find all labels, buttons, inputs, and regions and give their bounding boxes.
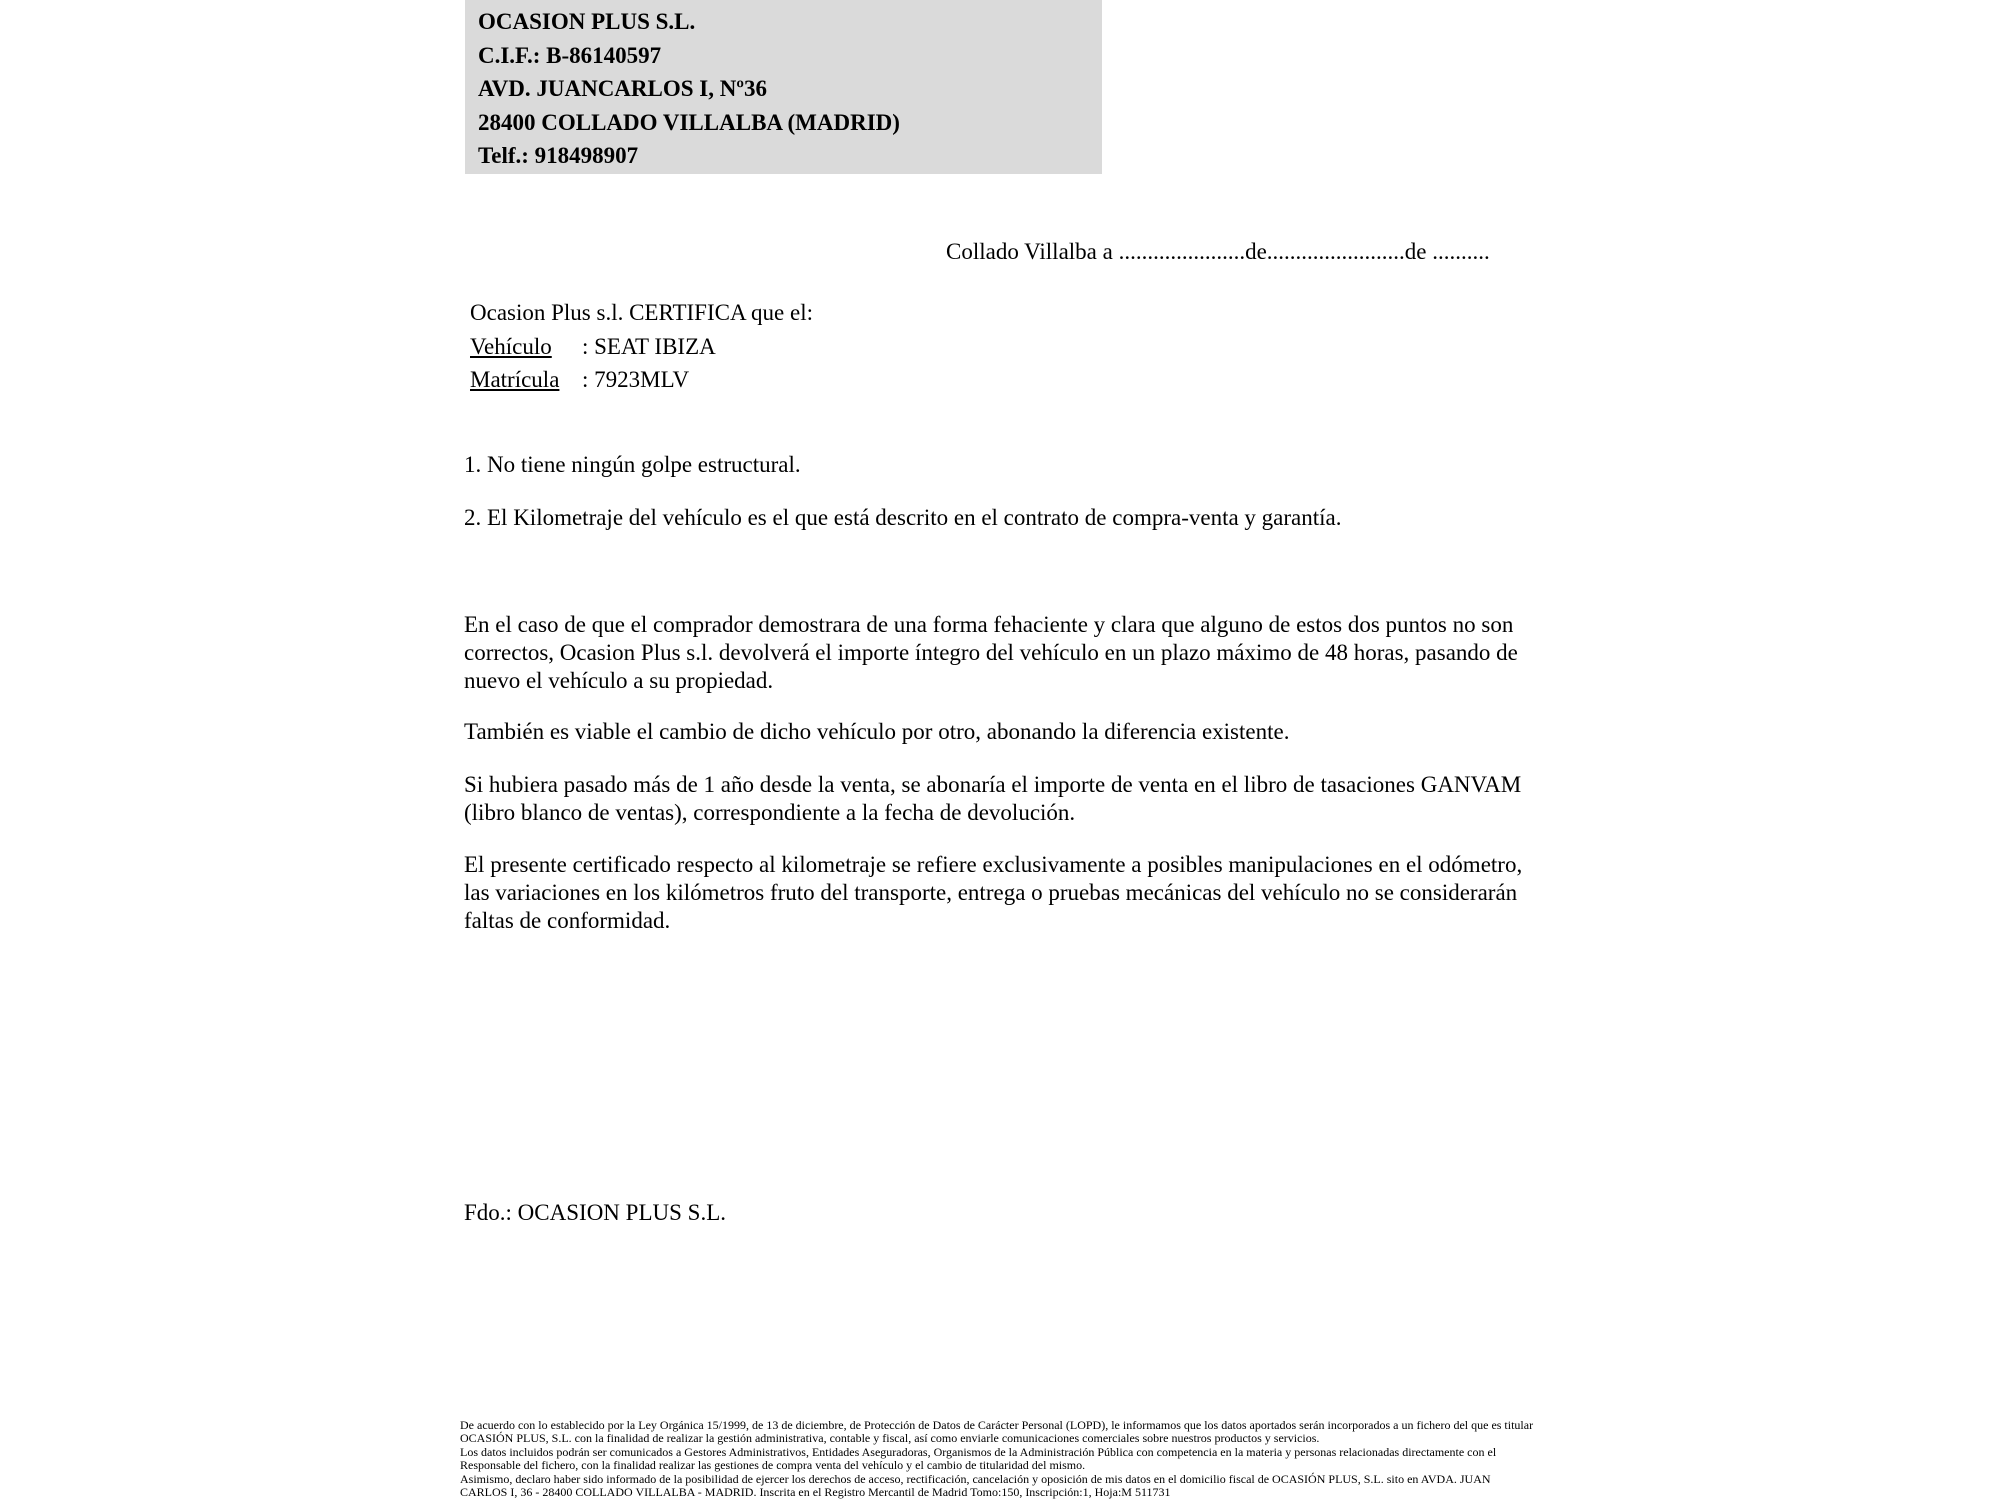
- footer-line: Responsable del fichero, con la finalidad realizar las gestiones de compra venta del vehículo y el cambio de titularidad del mismo.: [460, 1458, 1086, 1473]
- paragraph-odometer: El presente certificado respecto al kilometraje se refiere exclusivamente a posibles manipulaciones en el odómetro, las variaciones en los kilómetros fruto del transporte, entrega o pruebas mecánicas del vehículo no se considerarán faltas de conformidad.: [464, 852, 1523, 933]
- point-2: 2. El Kilometraje del vehículo es el que está descrito en el contrato de compra-venta y garantía.: [464, 505, 1342, 530]
- certification-intro: Ocasion Plus s.l. CERTIFICA que el:: [470, 300, 813, 325]
- company-name: OCASION PLUS S.L.: [478, 9, 696, 34]
- signature-line: Fdo.: OCASION PLUS S.L.: [464, 1200, 726, 1225]
- plate-label: Matrícula: [470, 367, 560, 392]
- paragraph-refund: En el caso de que el comprador demostrara de una forma fehaciente y clara que alguno de estos dos puntos no son correctos, Ocasion Plus s.l. devolverá el importe íntegro del vehículo en un plazo máximo de 48 horas, pasando de nuevo el vehículo a su propiedad.: [464, 612, 1518, 693]
- point-1: 1. No tiene ningún golpe estructural.: [464, 452, 801, 477]
- paragraph-ganvam: Si hubiera pasado más de 1 año desde la venta, se abonaría el importe de venta en el libro de tasaciones GANVAM (libro blanco de ventas), correspondiente a la fecha de devolución.: [464, 772, 1522, 825]
- date-line: Collado Villalba a ......................de........................de ..........: [946, 239, 1490, 264]
- company-cif: C.I.F.: B-86140597: [478, 42, 662, 68]
- plate-value: : 7923MLV: [582, 367, 690, 392]
- company-phone: Telf.: 918498907: [478, 143, 639, 168]
- company-address: AVD. JUANCARLOS I, Nº36: [478, 76, 767, 101]
- footer-line: De acuerdo con lo establecido por la Ley Orgánica 15/1999, de 13 de diciembre, de Protección de Datos de Carácter Personal (LOPD), le informamos que los datos aportados serán incorporados a un fichero del que es titular: [460, 1418, 1534, 1432]
- paragraph-exchange: También es viable el cambio de dicho vehículo por otro, abonando la diferencia existente.: [464, 719, 1290, 744]
- footer-line: Los datos incluidos podrán ser comunicados a Gestores Administrativos, Entidades Aseguradoras, Organismos de la Administración Pública con competencia en la materia y personas relacionadas directamente con el: [460, 1444, 1497, 1459]
- certification-block: [470, 296, 813, 397]
- company-city: 28400 COLLADO VILLALBA (MADRID): [478, 109, 900, 135]
- plate-row: [470, 363, 813, 397]
- company-header: [465, 0, 1102, 174]
- footer-line: CARLOS I, 36 - 28400 COLLADO VILLALBA - MADRID. Inscrita en el Registro Mercantil de Madrid Tomo:150, Inscripción:1, Hoja:M 511731: [460, 1485, 1171, 1500]
- vehicle-label: Vehículo: [470, 333, 552, 359]
- footer-line: OCASIÓN PLUS, S.L. con la finalidad de realizar la gestión administrativa, contable y fiscal, así como enviarle comunicaciones comerciales sobre nuestros productos y servicios.: [460, 1431, 1320, 1446]
- vehicle-value: : SEAT IBIZA: [582, 333, 716, 359]
- vehicle-row: [470, 330, 813, 364]
- footer-line: Asimismo, declaro haber sido informado de la posibilidad de ejercer los derechos de acceso, rectificación, cancelación y oposición de mis datos en el domicilio fiscal de OCASIÓN PLUS, S.L. sito en AVDA. JUAN: [460, 1471, 1491, 1486]
- legal-footer: [460, 1419, 1560, 1499]
